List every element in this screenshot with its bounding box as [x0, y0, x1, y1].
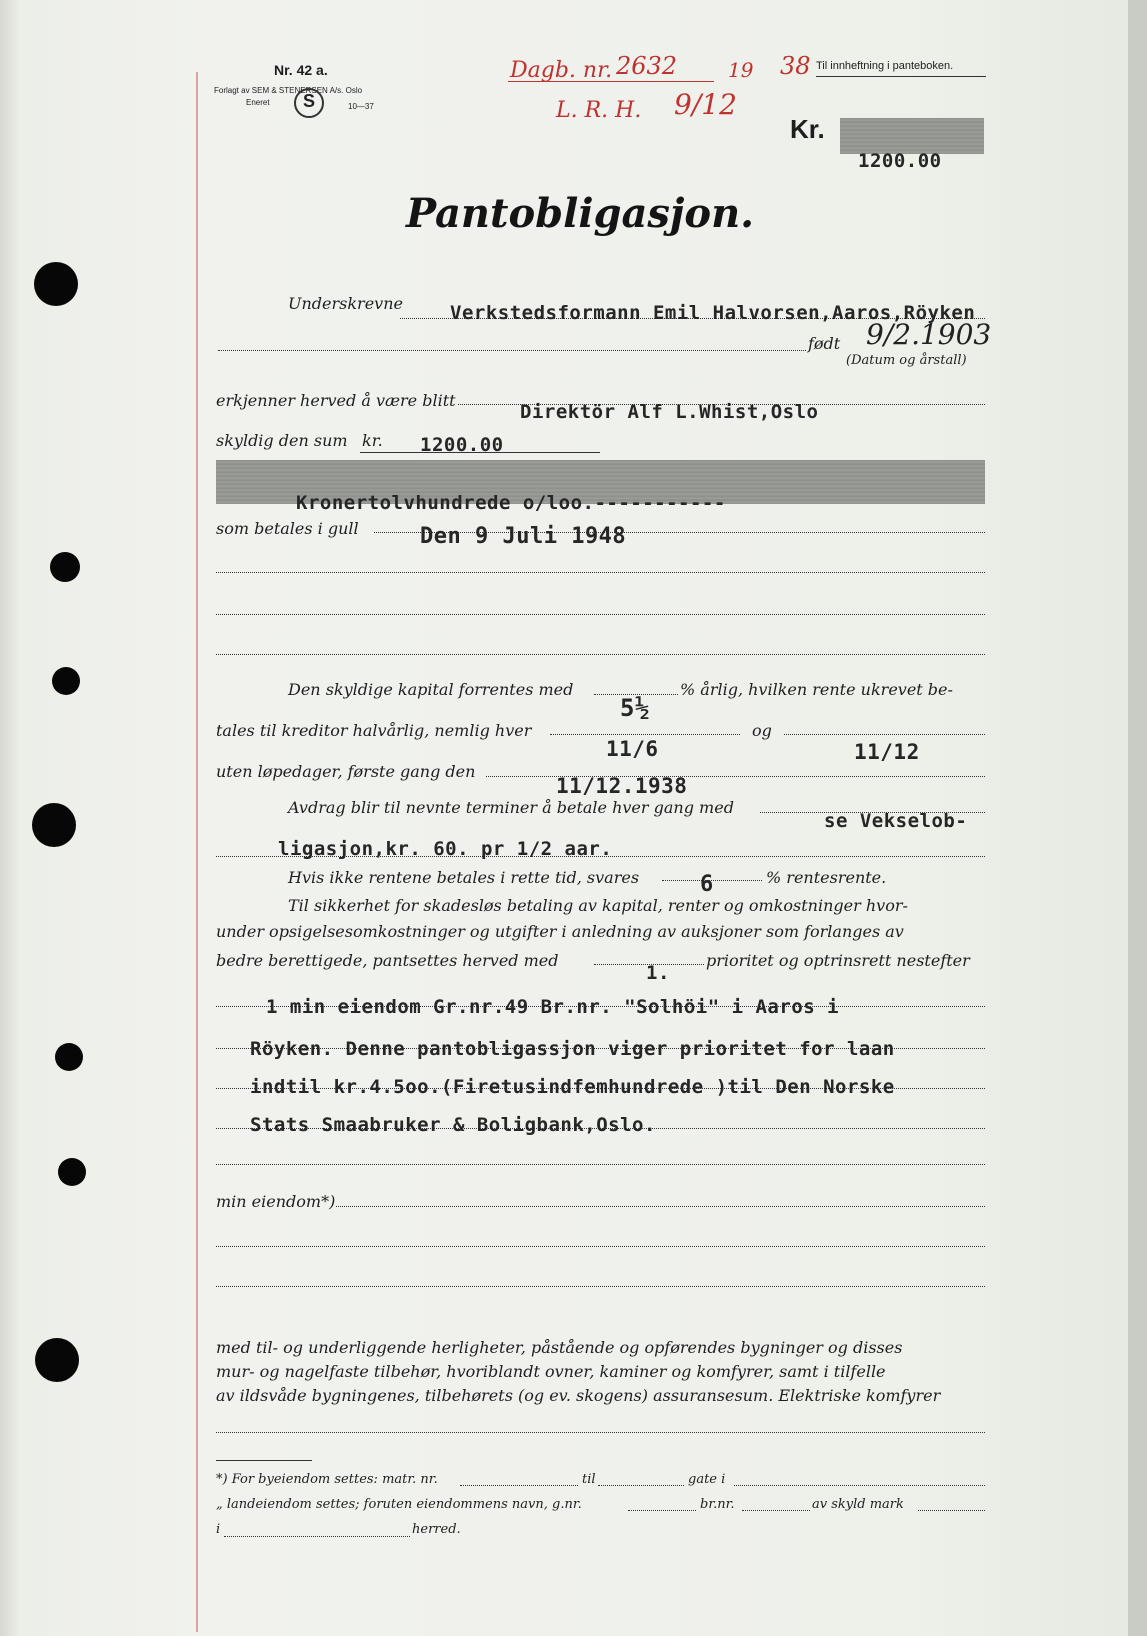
default-rate: 6	[700, 872, 714, 897]
registration-initials: L. R. H.	[556, 98, 642, 123]
footnote-text: *) For byeiendom settes: matr. nr.	[216, 1472, 438, 1487]
binding-note: Til innheftning i panteboken.	[816, 60, 954, 72]
footnote-line	[918, 1510, 985, 1511]
footnote-text: til	[582, 1472, 596, 1487]
interest-text: % årlig, hvilken rente ukrevet be-	[680, 680, 953, 699]
form-number: Nr. 42 a.	[274, 62, 328, 78]
registration-date: 9/12	[674, 88, 737, 121]
blank-line	[216, 614, 985, 615]
appurtenance-text: med til- og underliggende herligheter, påstående og opførendes bygninger og disses	[216, 1338, 903, 1357]
dagbok-prefix: Dagb. nr.	[510, 58, 613, 83]
rights-text: Eneret	[246, 98, 270, 107]
publisher: Forlagt av SEM & STENERSEN A/s. Oslo	[214, 86, 363, 95]
page-edge	[1128, 0, 1147, 1636]
security-text: under opsigelsesomkostninger og utgifter i anledning av auksjoner som forlanges av	[216, 922, 904, 941]
punch-hole	[50, 552, 80, 582]
binding-note-line	[816, 76, 986, 77]
owes-label: skyldig den sum	[216, 431, 348, 450]
punch-hole	[58, 1158, 86, 1186]
blank-line	[216, 654, 985, 655]
min-eiendom-label: min eiendom*)	[216, 1192, 336, 1211]
margin-rule	[196, 72, 198, 1632]
born-label: født	[808, 334, 841, 353]
interest-date-2: 11/12	[854, 740, 920, 764]
born-hint: (Datum og årstall)	[846, 353, 967, 368]
interest-text: og	[752, 721, 772, 740]
property-line	[216, 1164, 985, 1165]
undersigned-label: Underskrevne	[288, 294, 403, 313]
security-text: bedre berettigede, pantsettes herved med	[216, 951, 559, 970]
amount-value: 1200.00	[858, 150, 942, 172]
footnote-rule	[216, 1460, 312, 1461]
punch-hole	[34, 262, 78, 306]
publisher-line	[214, 86, 362, 95]
due-value: Den 9 Juli 1948	[420, 524, 627, 549]
paid-label: som betales i gull	[216, 519, 359, 538]
acknowledges-label: erkjenner herved å være blitt	[216, 391, 456, 410]
installment-label: Avdrag blir til nevnte terminer å betale hver gang med	[288, 798, 734, 817]
punch-hole	[32, 803, 76, 847]
amount-words: Kronertolvhundrede o/loo.-----------	[296, 492, 726, 514]
blank-line	[216, 572, 985, 573]
amount-label: Kr.	[790, 114, 825, 144]
blank-line	[216, 1246, 985, 1247]
amount-box	[840, 118, 984, 154]
interest-text: uten løpedager, første gang den	[216, 762, 476, 781]
punch-hole	[55, 1043, 83, 1071]
dagbok-number: 2632	[616, 52, 678, 80]
footnote-text: „ landeiendom settes; foruten eiendommens navn, g.nr.	[216, 1497, 582, 1512]
footnote-text: gate i	[688, 1472, 726, 1487]
creditor-value: Direktör Alf L.Whist,Oslo	[520, 401, 819, 423]
page-title: Pantobligasjon.	[406, 190, 755, 237]
interest-date-line	[550, 734, 740, 735]
owes-value: 1200.00	[420, 434, 504, 456]
born-value: 9/2.1903	[866, 318, 992, 351]
interest-text: tales til kreditor halvårlig, nemlig hver	[216, 721, 532, 740]
property-text: 1 min eiendom Gr.nr.49 Br.nr. "Solhöi" i Aaros i	[266, 996, 840, 1018]
interest-rate: 5½	[620, 694, 650, 722]
undersigned-line-2	[218, 350, 806, 351]
installment-value: se Vekselob-	[824, 810, 968, 832]
punch-hole	[52, 667, 80, 695]
interest-text: Den skyldige kapital forrentes med	[288, 680, 574, 699]
interest-date-1: 11/6	[606, 737, 659, 761]
default-text: Hvis ikke rentene betales i rette tid, svares	[288, 868, 640, 887]
property-text: Stats Smaabruker & Boligbank,Oslo.	[250, 1114, 656, 1136]
property-text: Röyken. Denne pantobligassjon viger prioritet for laan	[250, 1038, 895, 1060]
year-prefix: 19	[728, 58, 754, 82]
property-text: indtil kr.4.5oo.(Firetusindfemhundrede )til Den Norske	[250, 1076, 895, 1098]
footnote-line	[598, 1485, 684, 1486]
footnote-line	[628, 1510, 696, 1511]
dagbok-line	[508, 81, 714, 82]
footnote-line	[224, 1536, 410, 1537]
blank-line	[216, 1432, 985, 1433]
owes-kr: kr.	[362, 431, 383, 450]
installment-value: ligasjon,kr. 60. pr 1/2 aar.	[278, 838, 613, 860]
year-suffix: 38	[780, 52, 811, 80]
footnote-line	[460, 1485, 578, 1486]
footnote-line	[742, 1510, 810, 1511]
undersigned-value: Verkstedsformann Emil Halvorsen,Aaros,Röyken	[450, 302, 976, 324]
publisher-logo: S	[294, 88, 324, 118]
security-text: prioritet og optrinsrett nestefter	[706, 951, 970, 970]
appurtenance-text: av ildsvåde bygningenes, tilbehørets (og ev. skogens) assuransesum. Elektriske komfyrer	[216, 1386, 941, 1405]
punch-hole	[35, 1338, 79, 1382]
blank-line	[216, 1286, 985, 1287]
default-text: % rentesrente.	[766, 868, 887, 887]
min-eiendom-line	[336, 1206, 985, 1207]
footnote-text: br.nr.	[700, 1497, 735, 1512]
footnote-text: av skyld mark	[812, 1497, 904, 1512]
first-date: 11/12.1938	[556, 774, 688, 798]
interest-date-line	[784, 734, 985, 735]
priority-value: 1.	[646, 962, 670, 984]
appurtenance-text: mur- og nagelfaste tilbehør, hvoriblandt ovner, kaminer og komfyrer, samt i tilfelle	[216, 1362, 886, 1381]
footnote-line	[734, 1485, 985, 1486]
security-text: Til sikkerhet for skadesløs betaling av kapital, renter og omkostninger hvor-	[288, 896, 908, 915]
footnote-text: i	[216, 1522, 221, 1537]
form-code: 10—37	[348, 102, 374, 111]
footnote-text: herred.	[412, 1522, 461, 1537]
